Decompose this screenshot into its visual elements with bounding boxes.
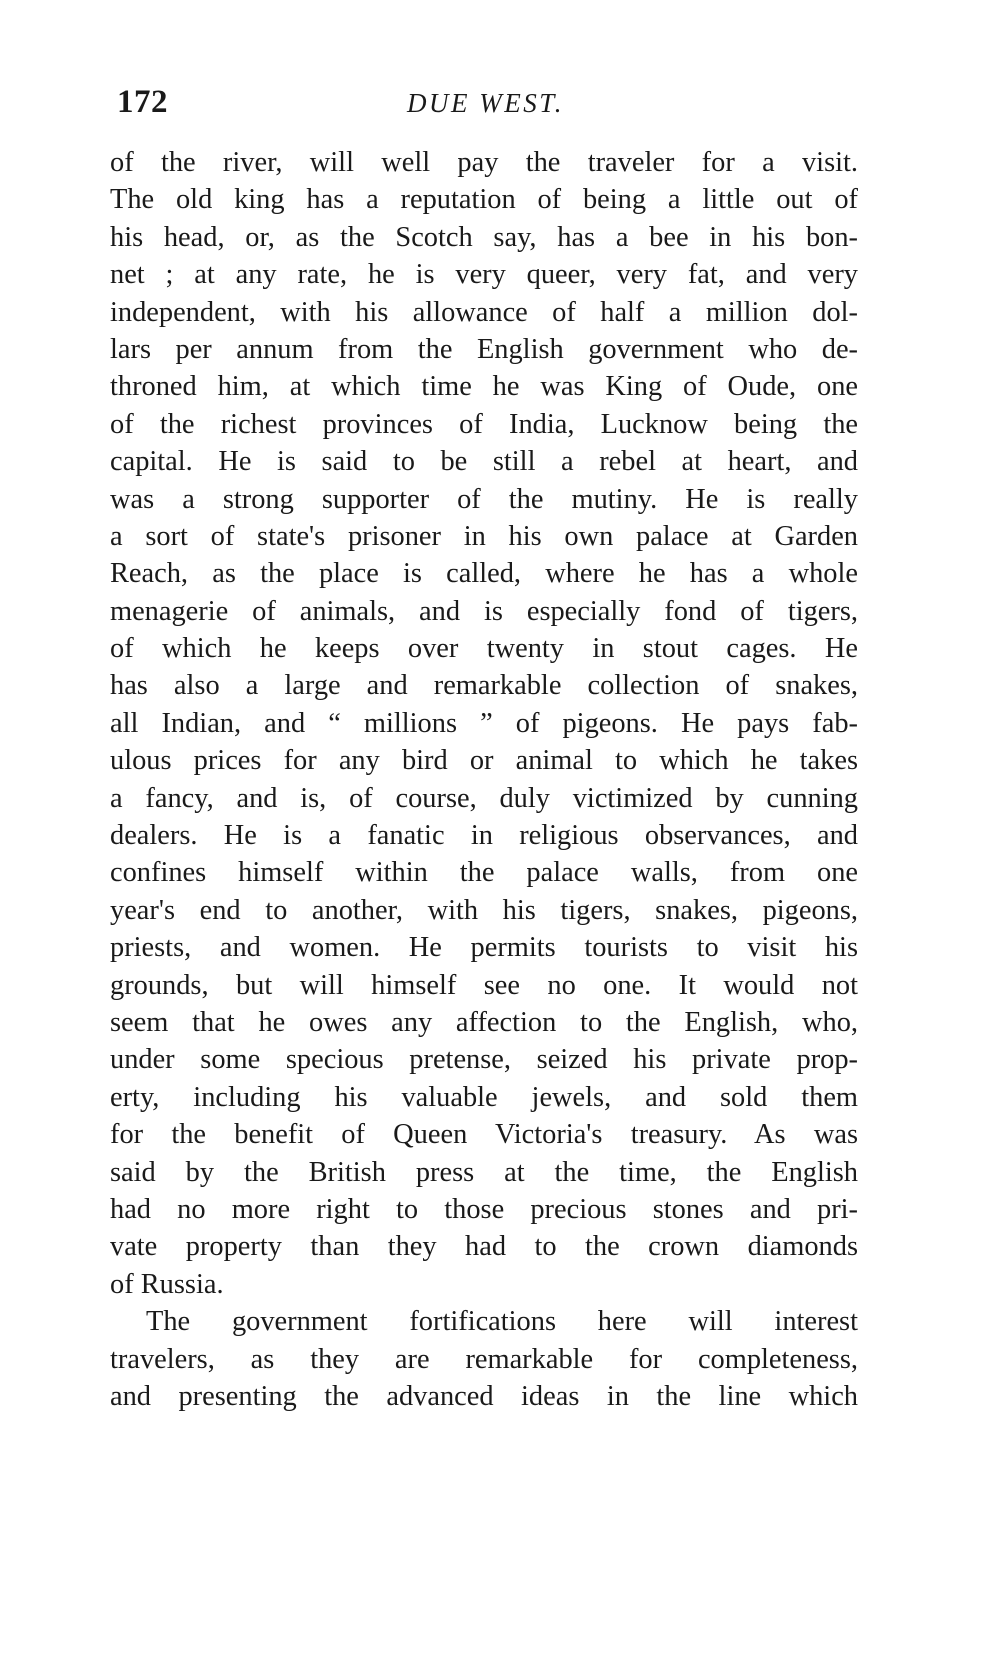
text-line: Reach, as the place is called, where he has a whole: [110, 558, 858, 590]
text-line: ulous prices for any bird or animal to which he takes: [110, 745, 858, 777]
text-line: menagerie of animals, and is especially fond of tigers,: [110, 595, 858, 627]
text-line: net ; at any rate, he is very queer, very fat, and very: [110, 259, 858, 291]
running-title: DUE WEST.: [407, 88, 564, 118]
text-line: had no more right to those precious stones and pri-: [110, 1193, 858, 1225]
text-line: of the river, will well pay the traveler for a visit.: [110, 147, 858, 178]
text-line: dealers. He is a fanatic in religious observances, and: [110, 820, 858, 852]
text-line: his head, or, as the Scotch say, has a bee in his bon-: [110, 221, 858, 253]
text-line: said by the British press at the time, the English: [110, 1156, 858, 1188]
text-line: seem that he owes any affection to the English, who,: [110, 1006, 858, 1038]
text-line: under some specious pretense, seized his private prop-: [110, 1044, 858, 1076]
text-line: year's end to another, with his tigers, snakes, pigeons,: [110, 894, 858, 926]
text-line: independent, with his allowance of half a million dol-: [110, 296, 858, 328]
paragraph-2: [110, 1303, 858, 1415]
running-head: [117, 84, 857, 128]
text-line: of Russia.: [110, 1268, 224, 1300]
text-line: priests, and women. He permits tourists to visit his: [110, 932, 858, 964]
text-line: erty, including his valuable jewels, and sold them: [110, 1081, 858, 1113]
text-line: for the benefit of Queen Victoria's treasury. As was: [110, 1119, 858, 1151]
body-text: [110, 144, 858, 1415]
text-line: all Indian, and “ millions ” of pigeons. He pays fab-: [110, 707, 858, 739]
text-line: vate property than they had to the crown diamonds: [110, 1231, 858, 1263]
text-line: travelers, as they are remarkable for completeness,: [110, 1343, 858, 1375]
text-line: The old king has a reputation of being a little out of: [110, 184, 858, 216]
text-line: and presenting the advanced ideas in the line which: [110, 1380, 858, 1412]
text-line: throned him, at which time he was King of Oude, one: [110, 371, 858, 403]
page-number: 172: [117, 84, 168, 120]
text-line: a sort of state's prisoner in his own palace at Garden: [110, 520, 858, 552]
text-line: of the richest provinces of India, Lucknow being the: [110, 408, 858, 440]
text-line: was a strong supporter of the mutiny. He is really: [110, 483, 858, 515]
text-line: confines himself within the palace walls, from one: [110, 857, 858, 889]
text-line: The government fortifications here will interest: [146, 1306, 858, 1338]
text-line: capital. He is said to be still a rebel at heart, and: [110, 446, 858, 478]
text-line: has also a large and remarkable collection of snakes,: [110, 670, 858, 702]
text-line: a fancy, and is, of course, duly victimized by cunning: [110, 782, 858, 814]
text-line: of which he keeps over twenty in stout cages. He: [110, 633, 858, 665]
text-line: lars per annum from the English government who de-: [110, 333, 858, 365]
paragraph-1: [110, 144, 858, 1303]
text-line: grounds, but will himself see no one. It would not: [110, 969, 858, 1001]
